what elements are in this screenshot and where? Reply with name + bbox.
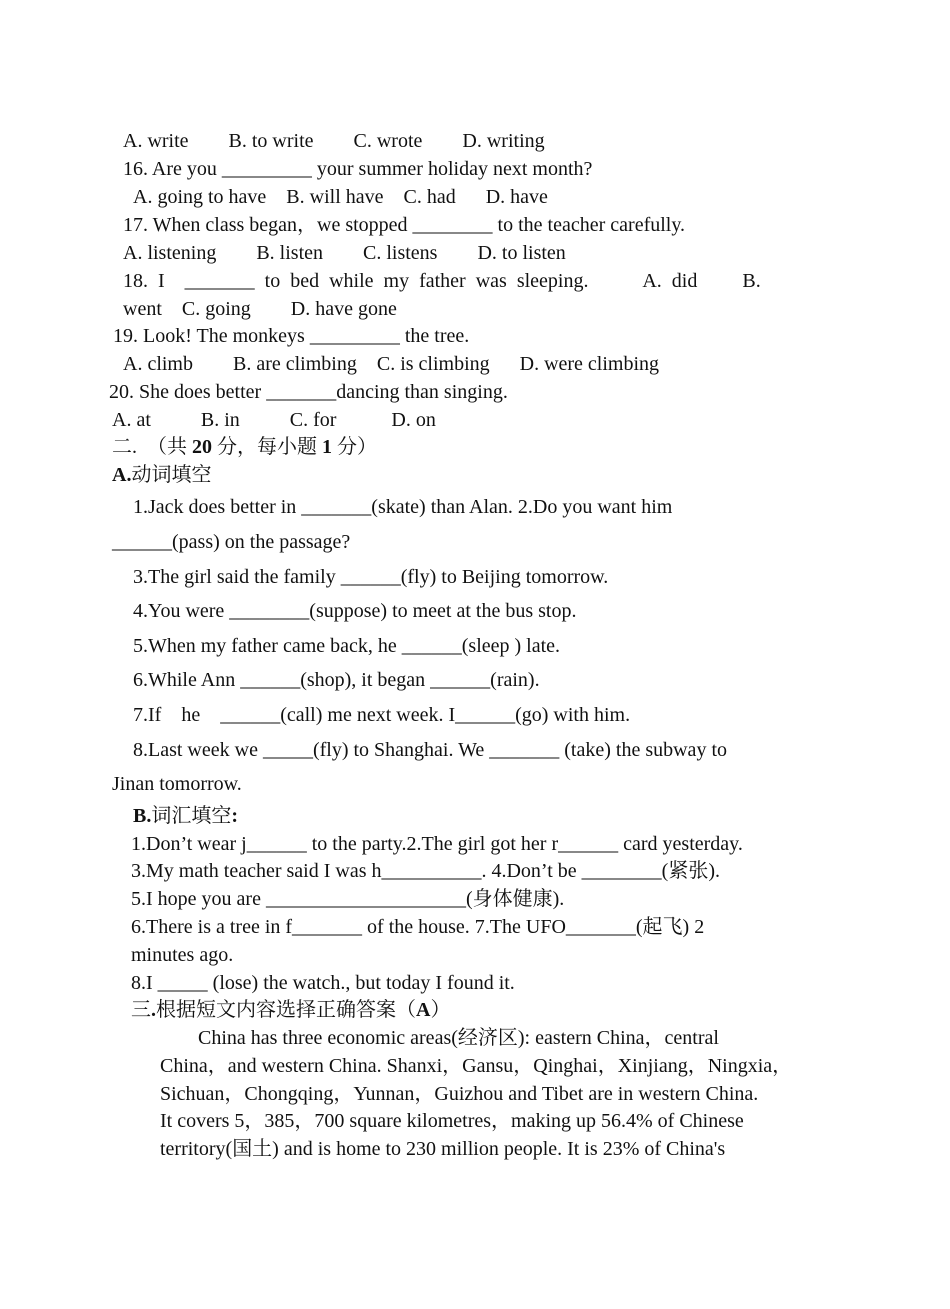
part-b-heading: B.词汇填空: bbox=[133, 805, 239, 827]
part-a-heading: A.动词填空 bbox=[112, 464, 212, 486]
section-3-heading: 三.根据短文内容选择正确答案（A） bbox=[131, 999, 451, 1021]
passage-line-4: It covers 5，385，700 square kilometres，making up 56.4% of Chinese bbox=[160, 1110, 744, 1132]
passage-line-2: China，and western China. Shanxi，Gansu，Qinghai，Xinjiang，Ningxia， bbox=[160, 1055, 793, 1077]
q15-options: A. write B. to write C. wrote D. writing bbox=[123, 130, 545, 152]
q20-options: A. at B. in C. for D. on bbox=[112, 409, 436, 431]
part-b-item-6-cont: minutes ago. bbox=[131, 944, 234, 966]
part-a-item-1: 1.Jack does better in _______(skate) than Alan. 2.Do you want him bbox=[133, 496, 673, 518]
part-b-item-8: 8.I _____ (lose) the watch., but today I found it. bbox=[131, 972, 515, 994]
part-a-item-2-cont: ______(pass) on the passage? bbox=[112, 531, 351, 553]
q16-options: A. going to have B. will have C. had D. have bbox=[133, 186, 548, 208]
part-b-item-3: 3.My math teacher said I was h__________. 4.Don’t be ________(紧张). bbox=[131, 860, 720, 882]
part-b-item-6: 6.There is a tree in f_______ of the house. 7.The UFO_______(起飞) 2 bbox=[131, 916, 705, 938]
question-16: 16. Are you _________ your summer holiday next month? bbox=[123, 158, 593, 180]
q18-options: went C. going D. have gone bbox=[123, 298, 397, 320]
part-b-item-5: 5.I hope you are ____________________(身体健康). bbox=[131, 888, 565, 910]
passage-line-3: Sichuan，Chongqing，Yunnan，Guizhou and Tibet are in western China. bbox=[160, 1083, 759, 1105]
section-2-heading: 二. （共 20 分，每小题 1 分） bbox=[112, 436, 377, 458]
part-a-item-8: 8.Last week we _____(fly) to Shanghai. We _______ (take) the subway to bbox=[133, 739, 727, 761]
question-17: 17. When class began，we stopped ________ to the teacher carefully. bbox=[123, 214, 686, 236]
part-a-item-8-cont: Jinan tomorrow. bbox=[112, 773, 242, 795]
q17-options: A. listening B. listen C. listens D. to listen bbox=[123, 242, 566, 264]
question-20: 20. She does better _______dancing than singing. bbox=[109, 381, 508, 403]
part-a-item-4: 4.You were ________(suppose) to meet at the bus stop. bbox=[133, 600, 577, 622]
part-a-item-6: 6.While Ann ______(shop), it began ______(rain). bbox=[133, 669, 540, 691]
part-b-item-1: 1.Don’t wear j______ to the party.2.The girl got her r______ card yesterday. bbox=[131, 833, 743, 855]
question-19: 19. Look! The monkeys _________ the tree. bbox=[113, 325, 470, 347]
passage-line-5: territory(国土) and is home to 230 million people. It is 23% of China's bbox=[160, 1138, 726, 1160]
part-a-item-3: 3.The girl said the family ______(fly) to Beijing tomorrow. bbox=[133, 566, 609, 588]
part-a-item-7: 7.If he ______(call) me next week. I______(go) with him. bbox=[133, 704, 631, 726]
passage-line-1: China has three economic areas(经济区): eastern China，central bbox=[198, 1027, 719, 1049]
part-a-item-5: 5.When my father came back, he ______(sleep ) late. bbox=[133, 635, 561, 657]
q19-options: A. climb B. are climbing C. is climbing D. were climbing bbox=[123, 353, 660, 375]
question-18: 18. I _______ to bed while my father was sleeping. A. did B. bbox=[123, 270, 761, 292]
